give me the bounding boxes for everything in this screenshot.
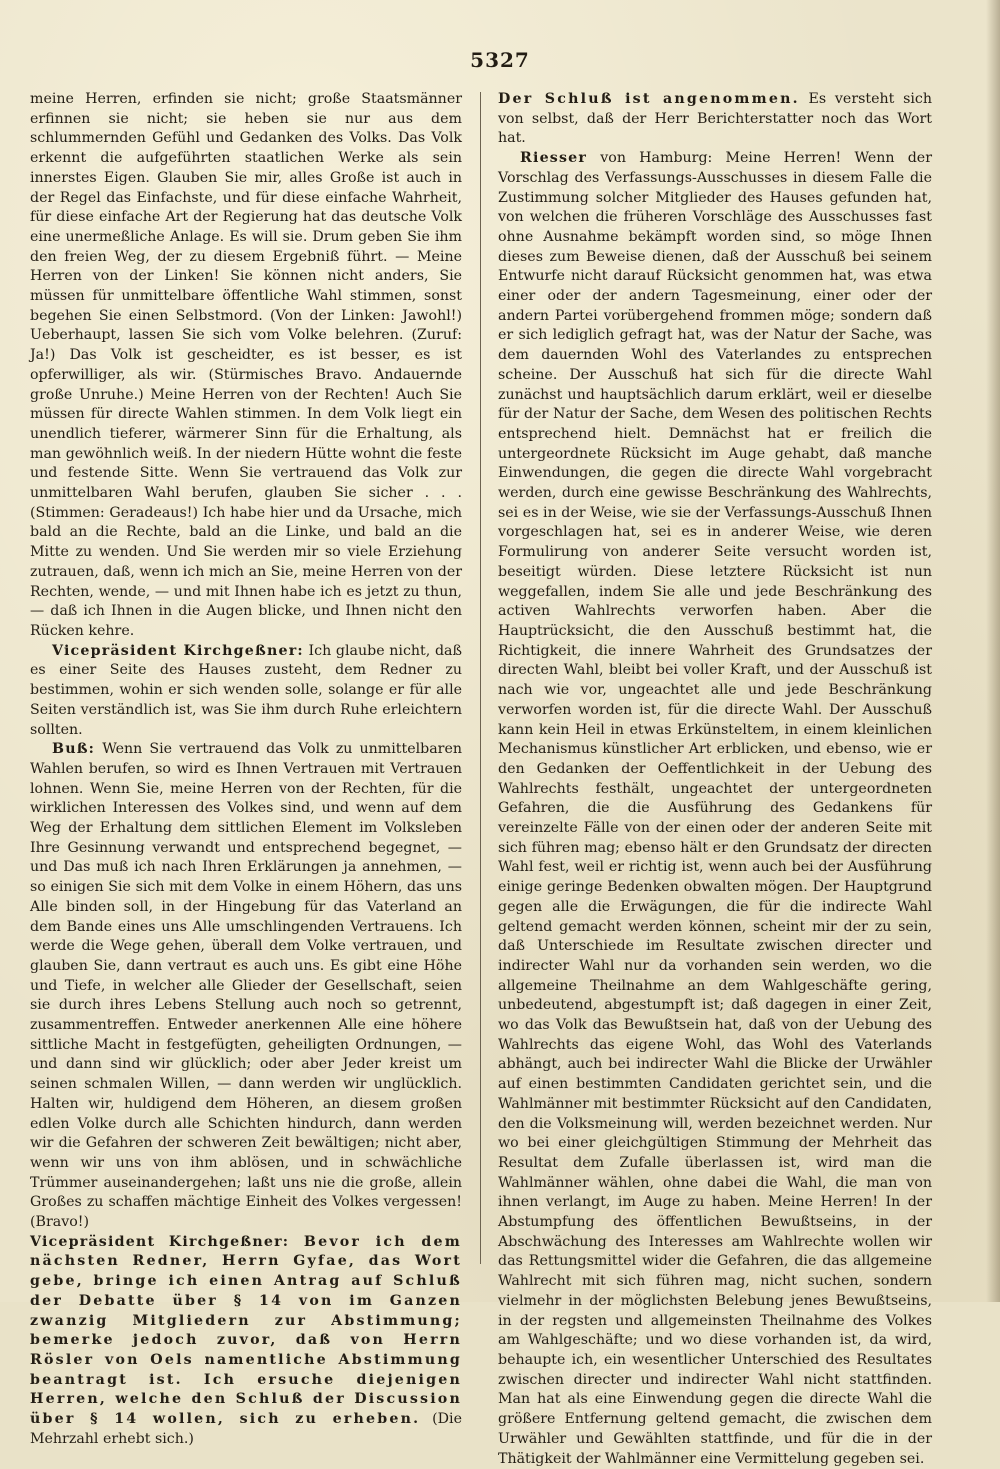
speaker-name: Vicepräsident Kirchgeßner: [30,1233,290,1250]
paragraph-text: Wenn Sie vertrauend das Volk zu unmittelbaren Wahlen berufen, so wird es Ihnen Vertrauen mit Vertrauen lohnen. Wenn Sie, meine Herren von der Rechten, für die wirklichen Interessen des Volkes sind, und wenn auf dem Weg der Erhaltung dem sittlichen Element im Volksleben Ihre Gesinnung verwandt und entsprechend begegnet, — und Das muß ich nach Ihren Erklärungen ja annehmen, — so einigen Sie sich mit dem Volke in einem Höhern, das uns Alle binden soll, in der Hingebung für das Vaterland an dem Bande eines uns Alle umschlingenden Vertrauens. Ich werde die Wege gehen, überall dem Volke vertrauen, und glauben Sie, dann vertraut es auch uns. Es gibt eine Höhe und Tiefe, in welcher alle Glieder der Gesellschaft, seien sie durch ihres Lebens Stellung auch noch so getrennt, zusammentreffen. Entweder anerkennen Alle eine höhere sittliche Macht in festgefügten, geheiligten Ordnungen, — und dann sind wir glücklich; oder aber Jeder kreist um seinen schmalen Willen, — dann werden wir unglücklich. Halten wir, huldigend dem Höheren, an diesem großen edlen Volke durch alle Schichten hindurch, dann werden wir die Gefahren der schweren Zeit bewältigen; nicht aber, wenn wir uns von ihm ablösen, und in schwächliche Trümmer auseinandergehen; laßt uns nie die große, allein Großes zu schaffen mächtige Einheit des Volkes vergessen! (Bravo!) [30,741,462,1231]
page-number: 5327 [470,48,530,72]
page-edge-shadow [986,0,1000,1302]
paragraph-text: Ich glaube nicht, daß es einer Seite des Hauses zusteht, dem Redner zu bestimmen, wohin er sich wenden solle, solange er für alle Seiten verständlich ist, was Sie ihm durch Ruhe erleichtern sollten. [30,642,462,738]
paragraph [30,642,462,741]
paragraph-text: Es versteht sich von selbst, daß der Herr Berichterstatter noch das Wort hat. [498,91,932,147]
paragraph-text: von Hamburg: Meine Herren! Wenn der Vorschlag des Verfassungs-Ausschusses in diesem Falle die Zustimmung solcher Mitglieder des Hauses gefunden hat, von welchen die früheren Vorschläge des Ausschusses fast ohne Ausnahme bekämpft worden sind, so möge Ihnen dieses zum Beweise dienen, daß der Ausschuß bei seinem Entwurfe nicht darauf Rücksicht genommen hat, was etwa einer oder der andern Tagesmeinung, einer oder der andern Partei vorübergehend frommen möge; sondern daß er sich lediglich gefragt hat, was der Natur der Sache, was dem dauernden Wohl des Vaterlandes zu entsprechen scheine. Der Ausschuß hat sich für die directe Wahl zunächst und hauptsächlich darum erklärt, weil er dieselbe für der Natur der Sache, dem Wesen des politischen Rechts entsprechend hielt. Demnächst hat er freilich die untergeordnete Rücksicht im Auge gehabt, daß manche Einwendungen, die gegen die directe Wahl vorgebracht werden, durch eine gewisse Beschränkung des Wahlrechts, sei es in der Weise, wie sie der Verfassungs-Ausschuß Ihnen vorgeschlagen hat, sei es in anderer Weise, wie deren Formulirung von anderer Seite versucht worden ist, beseitigt würden. Diese letztere Rücksicht ist nun weggefallen, indem Sie alle und jede Beschränkung des activen Wahlrechts verworfen haben. Aber die Hauptrücksicht, die den Ausschuß bestimmt hat, die Richtigkeit, die innere Wahrheit des Grundsatzes der directen Wahl, bleibt bei voller Kraft, und der Ausschuß ist nach wie vor, ungeachtet alle und jede Beschränkung verworfen worden ist, für die directe Wahl. Der Ausschuß kann kein Heil in etwas Erkünsteltem, in einem kleinlichen Mechanismus künstlicher Art erblicken, und ebenso, wie er den Gedanken der Oeffentlichkeit in der Uebung des Wahlrechts festhält, ungeachtet der untergeordneten Gefahren, die die Ausführung des Gedankens für vereinzelte Fälle von der einen oder der anderen Seite mit sich führen mag; ebenso hält er den Grundsatz der directen Wahl fest, weil er richtig ist, wenn auch bei der Ausführung einige geringe Bedenken obwalten mögen. Der Hauptgrund gegen alle die Erwägungen, die für die indirecte Wahl geltend gemacht werden können, scheint mir der zu sein, daß Unterschiede im Resultate zwischen directer und indirecter Wahl nur da vorhanden sein werden, wo die allgemeine Theilnahme an dem Wahlgeschäfte gering, unbedeutend, abgestumpft ist; daß dagegen in einer Zeit, wo das Volk das Bewußtsein hat, daß von der Uebung des Wahlrechts das eigene Wohl, das Wohl des Vaterlands abhängt, auch bei indirecter Wahl die Blicke der Urwähler auf einen bestimmten Candidaten gerichtet sein, und die Wahlmänner mit bestimmter Rücksicht auf den Candidaten, den die Volksmeinung will, werden bezeichnet werden. Nur wo bei einer gleichgültigen Stimmung der Mehrheit das Resultat dem Zufalle überlassen ist, wird man die Wahlmänner wählen, ohne dabei die Wahl, die man von ihnen verlangt, im Auge zu haben. Meine Herren! In der Abstumpfung des öffentlichen Bewußtseins, in der Abschwächung des Interesses am Wahlrechte wollen wir das Rettungsmittel wider die Gefahren, die das allgemeine Wahlrecht mit sich führen mag, nicht suchen, sondern vielmehr in der möglichsten Belebung jenes Bewußtseins, in der regsten und allgemeinsten Theilnahme des Volkes am Wahlgeschäfte; und wo diese vorhanden ist, da wird, behaupte ich, ein wesentlicher Unterschied des Resultates zwischen directer und indirecter Wahl nicht stattfinden. Man hat als eine Einwendung gegen die directe Wahl die größere Entfernung geltend gemacht, die zwischen dem Urwähler und Gewählten stattfinde, und für die in der Thätigkeit der Wahlmänner eine Vermittelung gegeben sei. [498,150,932,1467]
paragraph [30,90,462,642]
paragraph [30,1233,462,1450]
paragraph-text: meine Herren, erfinden sie nicht; große Staatsmänner erfinnen sie nicht; sie heben sie nur aus dem schlummernden Gefühl und Gedanken des Volks. Das Volk erkennt die aufgeführten staatlichen Werke als sein innerstes Eigen. Glauben Sie mir, alles Große ist auch in der Regel das Einfachste, und für diese einfache Wahrheit, für diese einfache Art der Regierung hat das deutsche Volk eine unermeßliche Anlage. Es will sie. Drum geben Sie ihm den freien Weg, der zu diesem Ergebniß führt. — Meine Herren von der Linken! Sie können nicht anders, Sie müssen für unmittelbare öffentliche Wahl stimmen, sonst begehen Sie einen Selbstmord. (Von der Linken: Jawohl!) Ueberhaupt, lassen Sie sich vom Volke belehren. (Zuruf: Ja!) Das Volk ist gescheidter, es ist besser, es ist opferwilliger, als wir. (Stürmisches Bravo. Andauernde große Unruhe.) Meine Herren von der Rechten! Auch Sie müssen für directe Wahlen stimmen. In dem Volk liegt ein unendlich tieferer, wärmerer Sinn für die Erhaltung, als man gewöhnlich weiß. In der niedern Hütte wohnt die feste und festende Sitte. Wenn Sie vertrauend das Volk zur unmittelbaren Wahl berufen, glauben Sie sicher . . . (Stimmen: Geradeaus!) Ich habe hier und da Ursache, mich bald an die Rechte, bald an die Linke, und bald an die Mitte zu wenden. Und Sie werden mir so viele Erziehung zutrauen, daß, wenn ich mich an Sie, meine Herren von der Rechten, wende, — und mit Ihnen habe ich es jetzt zu thun, — daß ich Ihnen in die Augen blicke, und Ihnen nicht den Rücken kehre. [30,91,462,639]
emphasized-text: Der Schluß ist angenommen. [498,91,800,107]
speaker-name: Buß: [52,741,96,758]
speaker-name: Vicepräsident Kirchgeßner: [52,642,304,659]
paragraph [498,149,932,1469]
paragraph-text: (Die Mehrzahl erhebt sich.) [30,1411,462,1447]
speaker-name: Riesser [520,150,588,167]
left-column [30,90,462,1447]
right-column [498,90,932,1467]
paragraph [498,90,932,149]
emphasized-text: Bevor ich dem nächsten Redner, Herrn Gyfae, das Wort gebe, bringe ich einen Antrag auf Schluß der Debatte über § 14 von im Ganzen zwanzig Mitgliedern zur Abstimmung; bemerke jedoch zuvor, daß von Herrn Rösler von Oels namentliche Abstimmung beantragt ist. Ich ersuche diejenigen Herren, welche den Schluß der Discussion über § 14 wollen, sich zu erheben. [30,1233,462,1428]
column-divider [480,92,481,1264]
paragraph [30,740,462,1233]
